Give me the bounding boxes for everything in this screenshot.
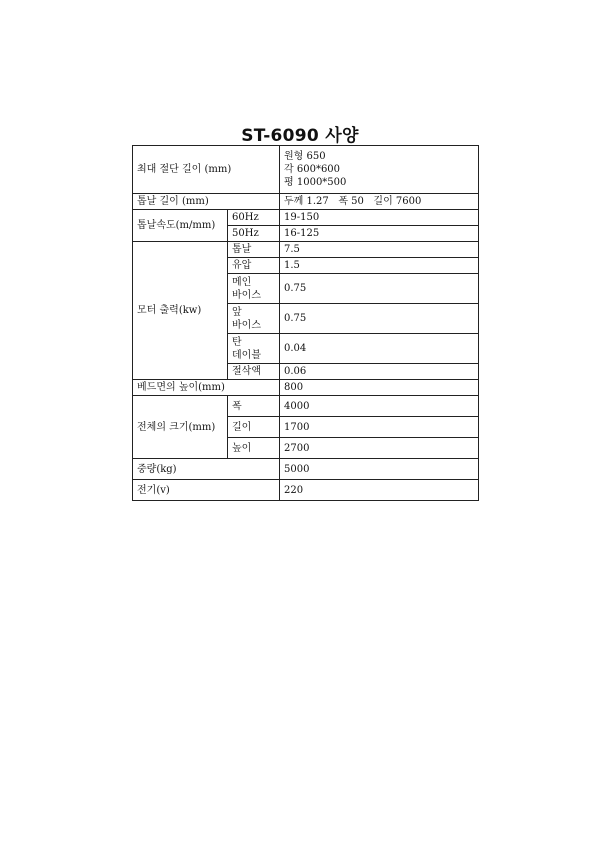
weight-label: 중량(kg) [133,459,280,480]
size-height-label: 높이 [228,438,280,459]
overall-size-label: 전체의 크기(mm) [133,396,228,459]
table-row-blade-length [133,194,479,210]
max-cut-label: 최대 절단 길이 (mm) [133,146,280,194]
blade-speed-50hz-label: 50Hz [228,226,280,242]
max-cut-round: 원형 650 [284,151,326,162]
motor-table-label [228,334,280,364]
max-cut-square: 각 600*600 [284,164,341,175]
motor-front-vise-label-line1: 앞 [232,306,242,318]
blade-length-label: 톱날 길이 (mm) [133,194,280,210]
motor-front-vise-label-line2: 바이스 [232,319,261,331]
table-row-bed-height [133,380,479,396]
motor-table-value: 0.04 [280,334,479,364]
table-row-power [133,480,479,501]
motor-main-vise-label [228,274,280,304]
motor-label: 모터 출력(kw) [133,242,228,380]
motor-main-vise-label-line2: 바이스 [232,289,261,301]
motor-blade-value: 7.5 [280,242,479,258]
size-length-value: 1700 [280,417,479,438]
table-row-size-width [133,396,479,417]
power-value: 220 [280,480,479,501]
blade-speed-label: 톱날속도(m/mm) [133,210,228,242]
table-row-weight [133,459,479,480]
motor-main-vise-label-line1: 메인 [232,276,252,288]
motor-coolant-label: 절삭액 [228,364,280,380]
table-row-max-cut [133,146,479,194]
motor-table-label-line2: 데이블 [232,349,261,361]
page-title: ST-6090 사양 [241,126,359,146]
motor-front-vise-label [228,304,280,334]
table-row-motor-blade [133,242,479,258]
blade-length-value: 두께 1.27 폭 50 길이 7600 [280,194,479,210]
motor-hydraulic-value: 1.5 [280,258,479,274]
size-height-value: 2700 [280,438,479,459]
bed-height-label: 베드면의 높이(mm) [133,380,280,396]
motor-coolant-value: 0.06 [280,364,479,380]
blade-speed-50hz-value: 16-125 [280,226,479,242]
bed-height-value: 800 [280,380,479,396]
power-label: 전기(v) [133,480,280,501]
motor-hydraulic-label: 유압 [228,258,280,274]
blade-speed-60hz-label: 60Hz [228,210,280,226]
size-width-value: 4000 [280,396,479,417]
motor-front-vise-value: 0.75 [280,304,479,334]
motor-table-label-line1: 탄 [232,336,242,348]
blade-speed-60hz-value: 19-150 [280,210,479,226]
size-width-label: 폭 [228,396,280,417]
max-cut-values [280,146,479,194]
max-cut-flat: 평 1000*500 [284,177,347,188]
motor-main-vise-value: 0.75 [280,274,479,304]
weight-value: 5000 [280,459,479,480]
motor-blade-label: 톱날 [228,242,280,258]
size-length-label: 길이 [228,417,280,438]
spec-table [132,145,479,501]
table-row-blade-speed-60 [133,210,479,226]
